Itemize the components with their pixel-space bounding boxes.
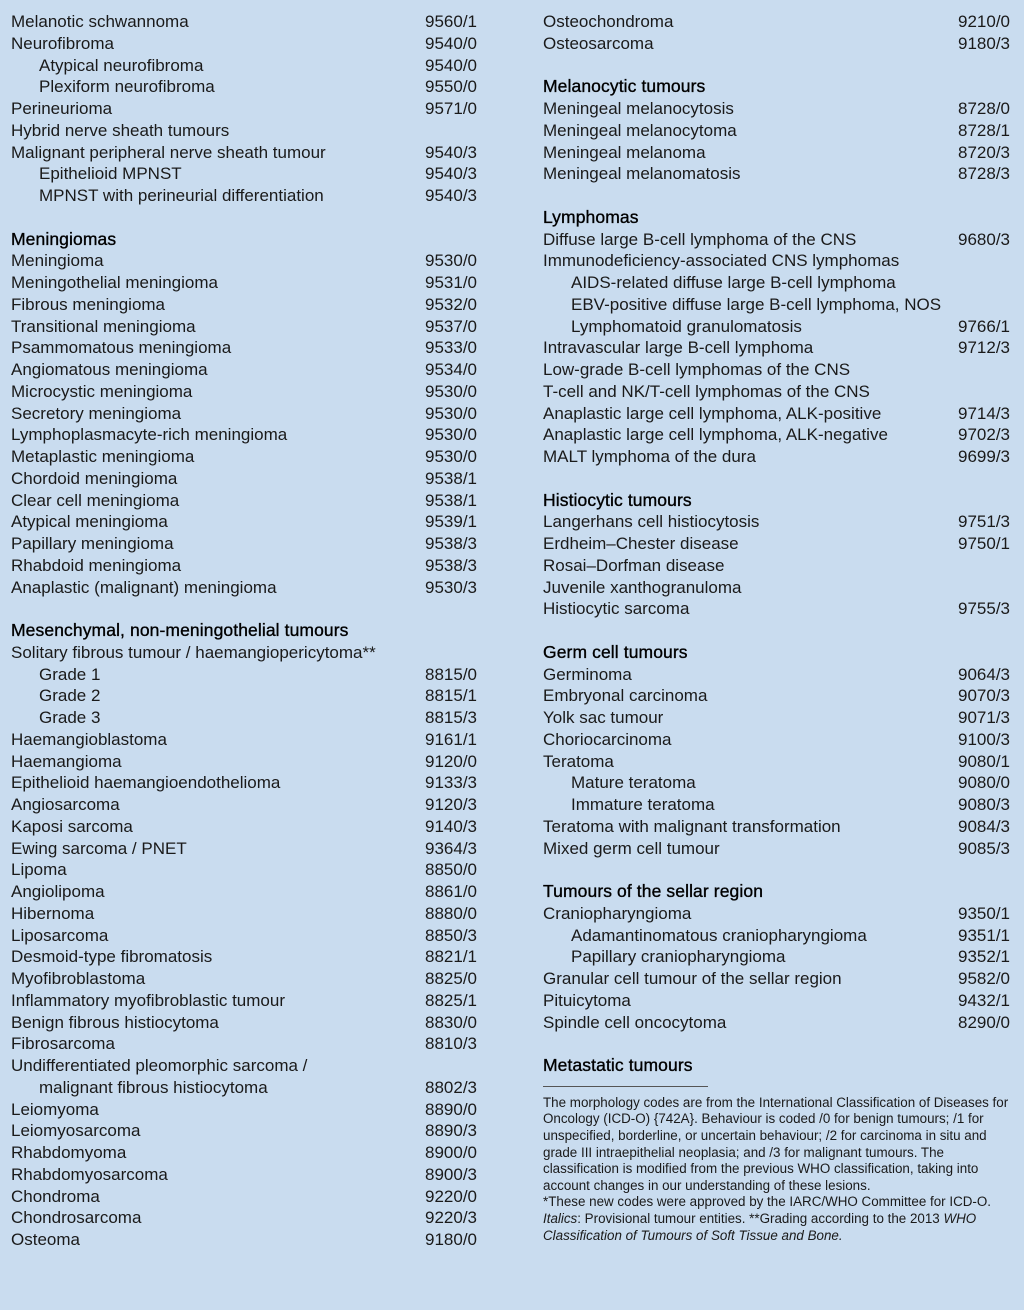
section-spacer xyxy=(11,207,477,229)
footnote-who-ref: WHO Classification of Tumours of Soft Tissue and Bone. xyxy=(543,1210,977,1243)
icd-o-code: 9540/0 xyxy=(425,55,477,75)
entry-name: Fibrous meningioma xyxy=(11,294,166,314)
icd-o-code: 9084/3 xyxy=(958,816,1010,836)
icd-o-code: 8861/0 xyxy=(425,882,477,901)
section-spacer xyxy=(543,185,1010,207)
entry-name: Lipoma xyxy=(11,860,67,880)
entry-row xyxy=(11,272,477,294)
entry-row xyxy=(11,468,477,490)
entry-name: Papillary craniopharyngioma xyxy=(571,947,786,967)
icd-o-code: 9180/0 xyxy=(425,1230,477,1249)
entry-name: Osteochondroma xyxy=(543,12,674,31)
entry-row xyxy=(543,664,1010,686)
entry-name: Leiomyoma xyxy=(11,1099,99,1119)
entry-row xyxy=(11,446,477,468)
entry-name: Juvenile xanthogranuloma xyxy=(543,577,742,597)
entry-row xyxy=(543,903,1010,925)
entry-row xyxy=(11,751,477,773)
entry-name: Microcystic meningioma xyxy=(11,381,193,401)
entry-name: Ewing sarcoma / PNET xyxy=(11,838,187,858)
entry-row xyxy=(543,424,1010,446)
entry-row xyxy=(543,98,1010,120)
icd-o-code: 9352/1 xyxy=(958,947,1010,967)
entry-name: Fibrosarcoma xyxy=(11,1034,115,1054)
icd-o-code: 9539/1 xyxy=(425,512,477,532)
entry-name: Granular cell tumour of the sellar region xyxy=(543,969,842,988)
entry-name: Rhabdomyoma xyxy=(11,1143,127,1162)
icd-o-code: 9133/3 xyxy=(425,773,477,793)
entry-name: Myofibroblastoma xyxy=(11,969,146,988)
entry-row xyxy=(543,337,1010,359)
entry-row xyxy=(11,968,477,990)
icd-o-code: 9080/1 xyxy=(958,751,1010,771)
icd-o-code: 8728/3 xyxy=(958,164,1010,184)
entry-row xyxy=(11,55,477,77)
footnote xyxy=(543,1095,1010,1244)
icd-o-code: 9120/0 xyxy=(425,751,477,771)
icd-o-code: 9530/0 xyxy=(425,403,477,423)
section-heading-melanocytic-tumours: Melanocytic tumours xyxy=(543,76,706,97)
entry-row xyxy=(11,816,477,838)
entry-name: Grade 2 xyxy=(39,686,101,706)
entry-name: Pituicytoma xyxy=(543,990,631,1010)
entry-name: Haemangioma xyxy=(11,751,122,771)
entry-row xyxy=(543,163,1010,185)
entry-row xyxy=(543,598,1010,620)
entry-name: Erdheim–Chester disease xyxy=(543,534,739,553)
icd-o-code: 8815/3 xyxy=(425,708,477,727)
entry-name: Leiomyosarcoma xyxy=(11,1121,141,1141)
icd-o-code: 9220/3 xyxy=(425,1208,477,1228)
icd-o-code: 9210/0 xyxy=(958,12,1010,31)
icd-o-code: 8728/1 xyxy=(958,120,1010,140)
entry-row xyxy=(543,729,1010,751)
icd-o-code: 8850/3 xyxy=(425,925,477,945)
icd-o-code: 8720/3 xyxy=(958,142,1010,162)
entry-row xyxy=(543,816,1010,838)
entry-row xyxy=(11,1055,477,1077)
icd-o-code: 8825/0 xyxy=(425,969,477,988)
entry-row xyxy=(11,881,477,903)
icd-o-code: 9351/1 xyxy=(958,925,1010,945)
entry-row xyxy=(11,359,477,381)
section-spacer xyxy=(543,1033,1010,1055)
entry-row xyxy=(11,838,477,860)
entry-row xyxy=(543,403,1010,425)
icd-o-code: 9537/0 xyxy=(425,316,477,336)
entry-name: Psammomatous meningioma xyxy=(11,338,232,358)
icd-o-code: 9220/0 xyxy=(425,1186,477,1206)
icd-o-code: 8880/0 xyxy=(425,903,477,923)
entry-row xyxy=(543,925,1010,947)
entry-row xyxy=(11,511,477,533)
icd-o-code: 8802/3 xyxy=(425,1077,477,1097)
entry-row xyxy=(11,424,477,446)
entry-row xyxy=(11,163,477,185)
entry-row xyxy=(543,33,1010,55)
icd-o-code: 9364/3 xyxy=(425,838,477,858)
entry-name: Choriocarcinoma xyxy=(543,729,672,749)
entry-name: Osteosarcoma xyxy=(543,33,654,53)
entry-name: Liposarcoma xyxy=(11,925,109,945)
icd-o-code: 9080/3 xyxy=(958,795,1010,814)
entry-row xyxy=(543,577,1010,599)
entry-row xyxy=(11,1142,477,1164)
entry-row xyxy=(11,142,477,164)
entry-row xyxy=(11,1077,477,1099)
entry-name: Lymphoplasmacyte-rich meningioma xyxy=(11,425,288,445)
entry-row xyxy=(543,381,1010,403)
icd-o-code: 8825/1 xyxy=(425,990,477,1010)
entry-row xyxy=(11,337,477,359)
entry-row xyxy=(11,990,477,1012)
entry-row xyxy=(11,381,477,403)
icd-o-code: 8815/0 xyxy=(425,664,477,684)
icd-o-code: 9680/3 xyxy=(958,229,1010,249)
entry-name: Undifferentiated pleomorphic sarcoma / xyxy=(11,1056,308,1075)
section-heading-germ-cell-tumours: Germ cell tumours xyxy=(543,641,688,662)
entry-name: Anaplastic large cell lymphoma, ALK-positive xyxy=(543,403,882,423)
icd-o-code: 8728/0 xyxy=(958,99,1010,118)
entry-name: Intravascular large B-cell lymphoma xyxy=(543,338,814,358)
entry-row xyxy=(11,490,477,512)
entry-name: Epithelioid MPNST xyxy=(39,164,182,184)
icd-o-code: 9531/0 xyxy=(425,273,477,292)
icd-o-code: 9750/1 xyxy=(958,534,1010,553)
entry-row xyxy=(11,76,477,98)
entry-row xyxy=(11,729,477,751)
entry-row xyxy=(11,1164,477,1186)
entry-name: Adamantinomatous craniopharyngioma xyxy=(571,925,867,945)
entry-row xyxy=(543,316,1010,338)
entry-row xyxy=(11,98,477,120)
icd-o-code: 9530/0 xyxy=(425,425,477,445)
entry-name: MALT lymphoma of the dura xyxy=(543,447,756,466)
icd-o-code: 9550/0 xyxy=(425,77,477,97)
icd-o-code: 9751/3 xyxy=(958,512,1010,532)
entry-row xyxy=(543,533,1010,555)
entry-row xyxy=(543,794,1010,816)
icd-o-code: 9538/1 xyxy=(425,468,477,488)
entry-row xyxy=(11,707,477,729)
icd-o-code: 9702/3 xyxy=(958,425,1010,445)
entry-name: Papillary meningioma xyxy=(11,534,174,553)
entry-row xyxy=(543,685,1010,707)
entry-name: Meningioma xyxy=(11,251,104,271)
icd-o-code: 8290/0 xyxy=(958,1012,1010,1032)
icd-o-code: 8821/1 xyxy=(425,947,477,967)
icd-o-code: 9085/3 xyxy=(958,838,1010,858)
icd-o-code: 9538/3 xyxy=(425,555,477,575)
right-column-list xyxy=(543,11,1010,1077)
entry-name: Grade 1 xyxy=(39,664,101,684)
icd-o-code: 9530/0 xyxy=(425,381,477,401)
entry-name: malignant fibrous histiocytoma xyxy=(39,1077,268,1097)
icd-o-code: 9530/0 xyxy=(425,447,477,466)
entry-name: Craniopharyngioma xyxy=(543,903,692,923)
entry-row xyxy=(11,1207,477,1229)
entry-row xyxy=(543,359,1010,381)
footnote-new-codes: *These new codes were approved by the IARC/WHO Committee for ICD-O. xyxy=(543,1194,992,1210)
section-spacer xyxy=(543,859,1010,881)
entry-name: Hybrid nerve sheath tumours xyxy=(11,120,230,140)
entry-row xyxy=(543,446,1010,468)
entry-row xyxy=(11,294,477,316)
icd-o-code: 9560/1 xyxy=(425,12,477,31)
entry-row xyxy=(543,294,1010,316)
entry-name: Meningothelial meningioma xyxy=(11,273,218,292)
entry-name: T-cell and NK/T-cell lymphomas of the CNS xyxy=(543,381,870,401)
icd-o-code: 8815/1 xyxy=(425,686,477,706)
entry-name: Embryonal carcinoma xyxy=(543,686,708,706)
section-heading-meningiomas: Meningiomas xyxy=(11,228,117,249)
entry-name: Anaplastic large cell lymphoma, ALK-negative xyxy=(543,425,888,445)
entry-name: Desmoid-type fibromatosis xyxy=(11,947,213,967)
footnote-italics xyxy=(543,1211,1010,1244)
entry-row xyxy=(11,185,477,207)
entry-row xyxy=(11,33,477,55)
section-heading-mesenchymal-non-meningothelial-tumours: Mesenchymal, non-meningothelial tumours xyxy=(11,620,349,640)
entry-name: Atypical neurofibroma xyxy=(39,55,204,75)
right-column xyxy=(543,11,1010,1244)
entry-row xyxy=(11,316,477,338)
entry-row xyxy=(543,229,1010,251)
icd-o-code: 9755/3 xyxy=(958,599,1010,619)
icd-o-code: 9432/1 xyxy=(958,990,1010,1010)
entry-name: MPNST with perineurial differentiation xyxy=(39,186,324,205)
entry-name: Anaplastic (malignant) meningioma xyxy=(11,577,277,597)
entry-name: Rosai–Dorfman disease xyxy=(543,555,725,575)
entry-row xyxy=(543,511,1010,533)
entry-row xyxy=(543,11,1010,33)
icd-o-code: 8890/3 xyxy=(425,1121,477,1141)
entry-name: Malignant peripheral nerve sheath tumour xyxy=(11,142,326,162)
entry-name: Diffuse large B-cell lymphoma of the CNS xyxy=(543,229,857,249)
footnote-italics-label: Italics xyxy=(543,1210,578,1226)
entry-name: AIDS-related diffuse large B-cell lymphoma xyxy=(571,273,896,292)
entry-name: Spindle cell oncocytoma xyxy=(543,1012,727,1032)
entry-row xyxy=(11,403,477,425)
icd-o-code: 9538/3 xyxy=(425,534,477,553)
entry-row xyxy=(11,925,477,947)
entry-row xyxy=(11,685,477,707)
entry-row xyxy=(11,250,477,272)
footnote-text: The morphology codes are from the International Classification of Diseases for Oncology (ICD-O) {742A}. Behaviour is coded /0 for benign tumours; /1 for unspecified, borderline, or uncertain behaviour; /2 for carcinoma in situ and grade III intraepithelial neoplasia; and /3 for malignant tumours. The classification is modified from the previous WHO classification, taking into account changes in our understanding of these lesions. xyxy=(543,1094,1009,1193)
icd-o-code: 9161/1 xyxy=(425,729,477,749)
entry-name: Atypical meningioma xyxy=(11,512,168,532)
entry-name: Yolk sac tumour xyxy=(543,708,664,727)
left-column xyxy=(11,11,477,1251)
entry-row xyxy=(11,664,477,686)
entry-name: Hibernoma xyxy=(11,903,95,923)
icd-o-code: 9071/3 xyxy=(958,708,1010,727)
icd-o-code: 9766/1 xyxy=(958,316,1010,336)
entry-name: Histiocytic sarcoma xyxy=(543,599,690,619)
icd-o-code: 9712/3 xyxy=(958,338,1010,358)
icd-o-code: 9533/0 xyxy=(425,338,477,358)
icd-o-code: 9180/3 xyxy=(958,33,1010,53)
icd-o-code: 9699/3 xyxy=(958,447,1010,466)
icd-o-code: 9540/3 xyxy=(425,142,477,162)
entry-name: Osteoma xyxy=(11,1230,80,1249)
entry-name: Rhabdoid meningioma xyxy=(11,555,182,575)
entry-name: Inflammatory myofibroblastic tumour xyxy=(11,990,285,1010)
entry-name: Teratoma xyxy=(543,751,614,771)
icd-o-code: 9100/3 xyxy=(958,729,1010,749)
entry-row xyxy=(11,642,477,664)
entry-row xyxy=(11,1186,477,1208)
entry-name: Grade 3 xyxy=(39,708,101,727)
entry-name: Mature teratoma xyxy=(571,773,696,793)
icd-o-code: 9582/0 xyxy=(958,969,1010,988)
entry-row xyxy=(11,946,477,968)
section-spacer xyxy=(11,598,477,620)
entry-name: Secretory meningioma xyxy=(11,403,182,423)
section-heading-tumours-of-the-sellar-region: Tumours of the sellar region xyxy=(543,881,764,901)
entry-name: Angiolipoma xyxy=(11,882,105,901)
entry-row xyxy=(543,555,1010,577)
entry-row xyxy=(543,120,1010,142)
entry-name: Epithelioid haemangioendothelioma xyxy=(11,773,281,793)
footnote-divider xyxy=(543,1086,708,1087)
entry-name: Low-grade B-cell lymphomas of the CNS xyxy=(543,360,851,379)
entry-row xyxy=(11,794,477,816)
icd-o-code: 8810/3 xyxy=(425,1034,477,1054)
entry-row xyxy=(543,751,1010,773)
entry-name: Perineurioma xyxy=(11,99,113,118)
entry-row xyxy=(11,120,477,142)
entry-name: Immature teratoma xyxy=(571,795,715,814)
entry-row xyxy=(11,1033,477,1055)
entry-name: Neurofibroma xyxy=(11,33,114,53)
icd-o-code: 9714/3 xyxy=(958,403,1010,423)
icd-o-code: 9540/0 xyxy=(425,33,477,53)
entry-name: EBV-positive diffuse large B-cell lymphoma, NOS xyxy=(571,294,942,314)
entry-row xyxy=(11,859,477,881)
section-heading-histiocytic-tumours: Histiocytic tumours xyxy=(543,489,692,510)
entry-name: Immunodeficiency-associated CNS lymphomas xyxy=(543,251,900,271)
entry-name: Meningeal melanocytoma xyxy=(543,120,737,140)
icd-o-code: 9530/3 xyxy=(425,577,477,597)
entry-row xyxy=(11,11,477,33)
icd-o-code: 8850/0 xyxy=(425,860,477,880)
entry-row xyxy=(543,990,1010,1012)
entry-name: Teratoma with malignant transformation xyxy=(543,816,841,836)
icd-o-code: 9540/3 xyxy=(425,164,477,184)
entry-name: Metaplastic meningioma xyxy=(11,447,195,466)
entry-row xyxy=(11,903,477,925)
entry-name: Meningeal melanomatosis xyxy=(543,164,741,184)
entry-row xyxy=(11,1120,477,1142)
entry-name: Angiosarcoma xyxy=(11,795,120,814)
icd-o-code: 9140/3 xyxy=(425,816,477,836)
entry-row xyxy=(11,772,477,794)
icd-o-code: 8900/0 xyxy=(425,1143,477,1162)
section-spacer xyxy=(543,55,1010,77)
section-heading-lymphomas: Lymphomas xyxy=(543,206,639,227)
icd-o-code: 9070/3 xyxy=(958,686,1010,706)
entry-name: Mixed germ cell tumour xyxy=(543,838,720,858)
entry-row xyxy=(543,142,1010,164)
entry-name: Rhabdomyosarcoma xyxy=(11,1164,168,1184)
entry-name: Meningeal melanocytosis xyxy=(543,99,734,118)
entry-name: Lymphomatoid granulomatosis xyxy=(571,316,802,336)
icd-o-code: 9532/0 xyxy=(425,294,477,314)
icd-o-code: 9540/3 xyxy=(425,186,477,205)
entry-row xyxy=(543,272,1010,294)
icd-o-code: 8890/0 xyxy=(425,1099,477,1119)
footnote-italics-text: : Provisional tumour entities. **Grading according to the 2013 xyxy=(577,1210,944,1226)
entry-name: Angiomatous meningioma xyxy=(11,360,208,379)
entry-row xyxy=(543,1012,1010,1034)
entry-name: Germinoma xyxy=(543,664,632,684)
icd-o-code: 9350/1 xyxy=(958,903,1010,923)
icd-o-code: 9120/3 xyxy=(425,795,477,814)
icd-o-code: 9538/1 xyxy=(425,490,477,510)
icd-o-code: 9534/0 xyxy=(425,360,477,379)
entry-name: Clear cell meningioma xyxy=(11,490,180,510)
entry-row xyxy=(11,577,477,599)
entry-row xyxy=(543,946,1010,968)
entry-row xyxy=(11,1012,477,1034)
icd-o-code: 9530/0 xyxy=(425,251,477,271)
entry-row xyxy=(543,772,1010,794)
icd-o-code: 8830/0 xyxy=(425,1012,477,1032)
section-heading-metastatic-tumours: Metastatic tumours xyxy=(543,1055,693,1075)
entry-name: Chordoid meningioma xyxy=(11,468,178,488)
entry-name: Transitional meningioma xyxy=(11,316,196,336)
entry-name: Meningeal melanoma xyxy=(543,142,706,162)
entry-row xyxy=(543,707,1010,729)
section-spacer xyxy=(543,620,1010,642)
entry-name: Chondrosarcoma xyxy=(11,1208,142,1228)
icd-o-code: 8900/3 xyxy=(425,1164,477,1184)
entry-row xyxy=(11,555,477,577)
icd-o-code: 9571/0 xyxy=(425,99,477,118)
section-spacer xyxy=(543,468,1010,490)
entry-name: Chondroma xyxy=(11,1186,100,1206)
entry-row xyxy=(543,250,1010,272)
icd-o-code: 9080/0 xyxy=(958,773,1010,793)
entry-name: Haemangioblastoma xyxy=(11,729,167,749)
icd-o-code: 9064/3 xyxy=(958,664,1010,684)
entry-row xyxy=(543,968,1010,990)
entry-row xyxy=(543,838,1010,860)
entry-name: Plexiform neurofibroma xyxy=(39,77,215,97)
entry-row xyxy=(11,1099,477,1121)
entry-name: Benign fibrous histiocytoma xyxy=(11,1012,219,1032)
entry-row xyxy=(11,533,477,555)
entry-name: Melanotic schwannoma xyxy=(11,12,189,31)
entry-row xyxy=(11,1229,477,1251)
entry-name: Langerhans cell histiocytosis xyxy=(543,512,760,532)
entry-name: Kaposi sarcoma xyxy=(11,816,133,836)
entry-name: Solitary fibrous tumour / haemangiopericytoma** xyxy=(11,642,376,662)
